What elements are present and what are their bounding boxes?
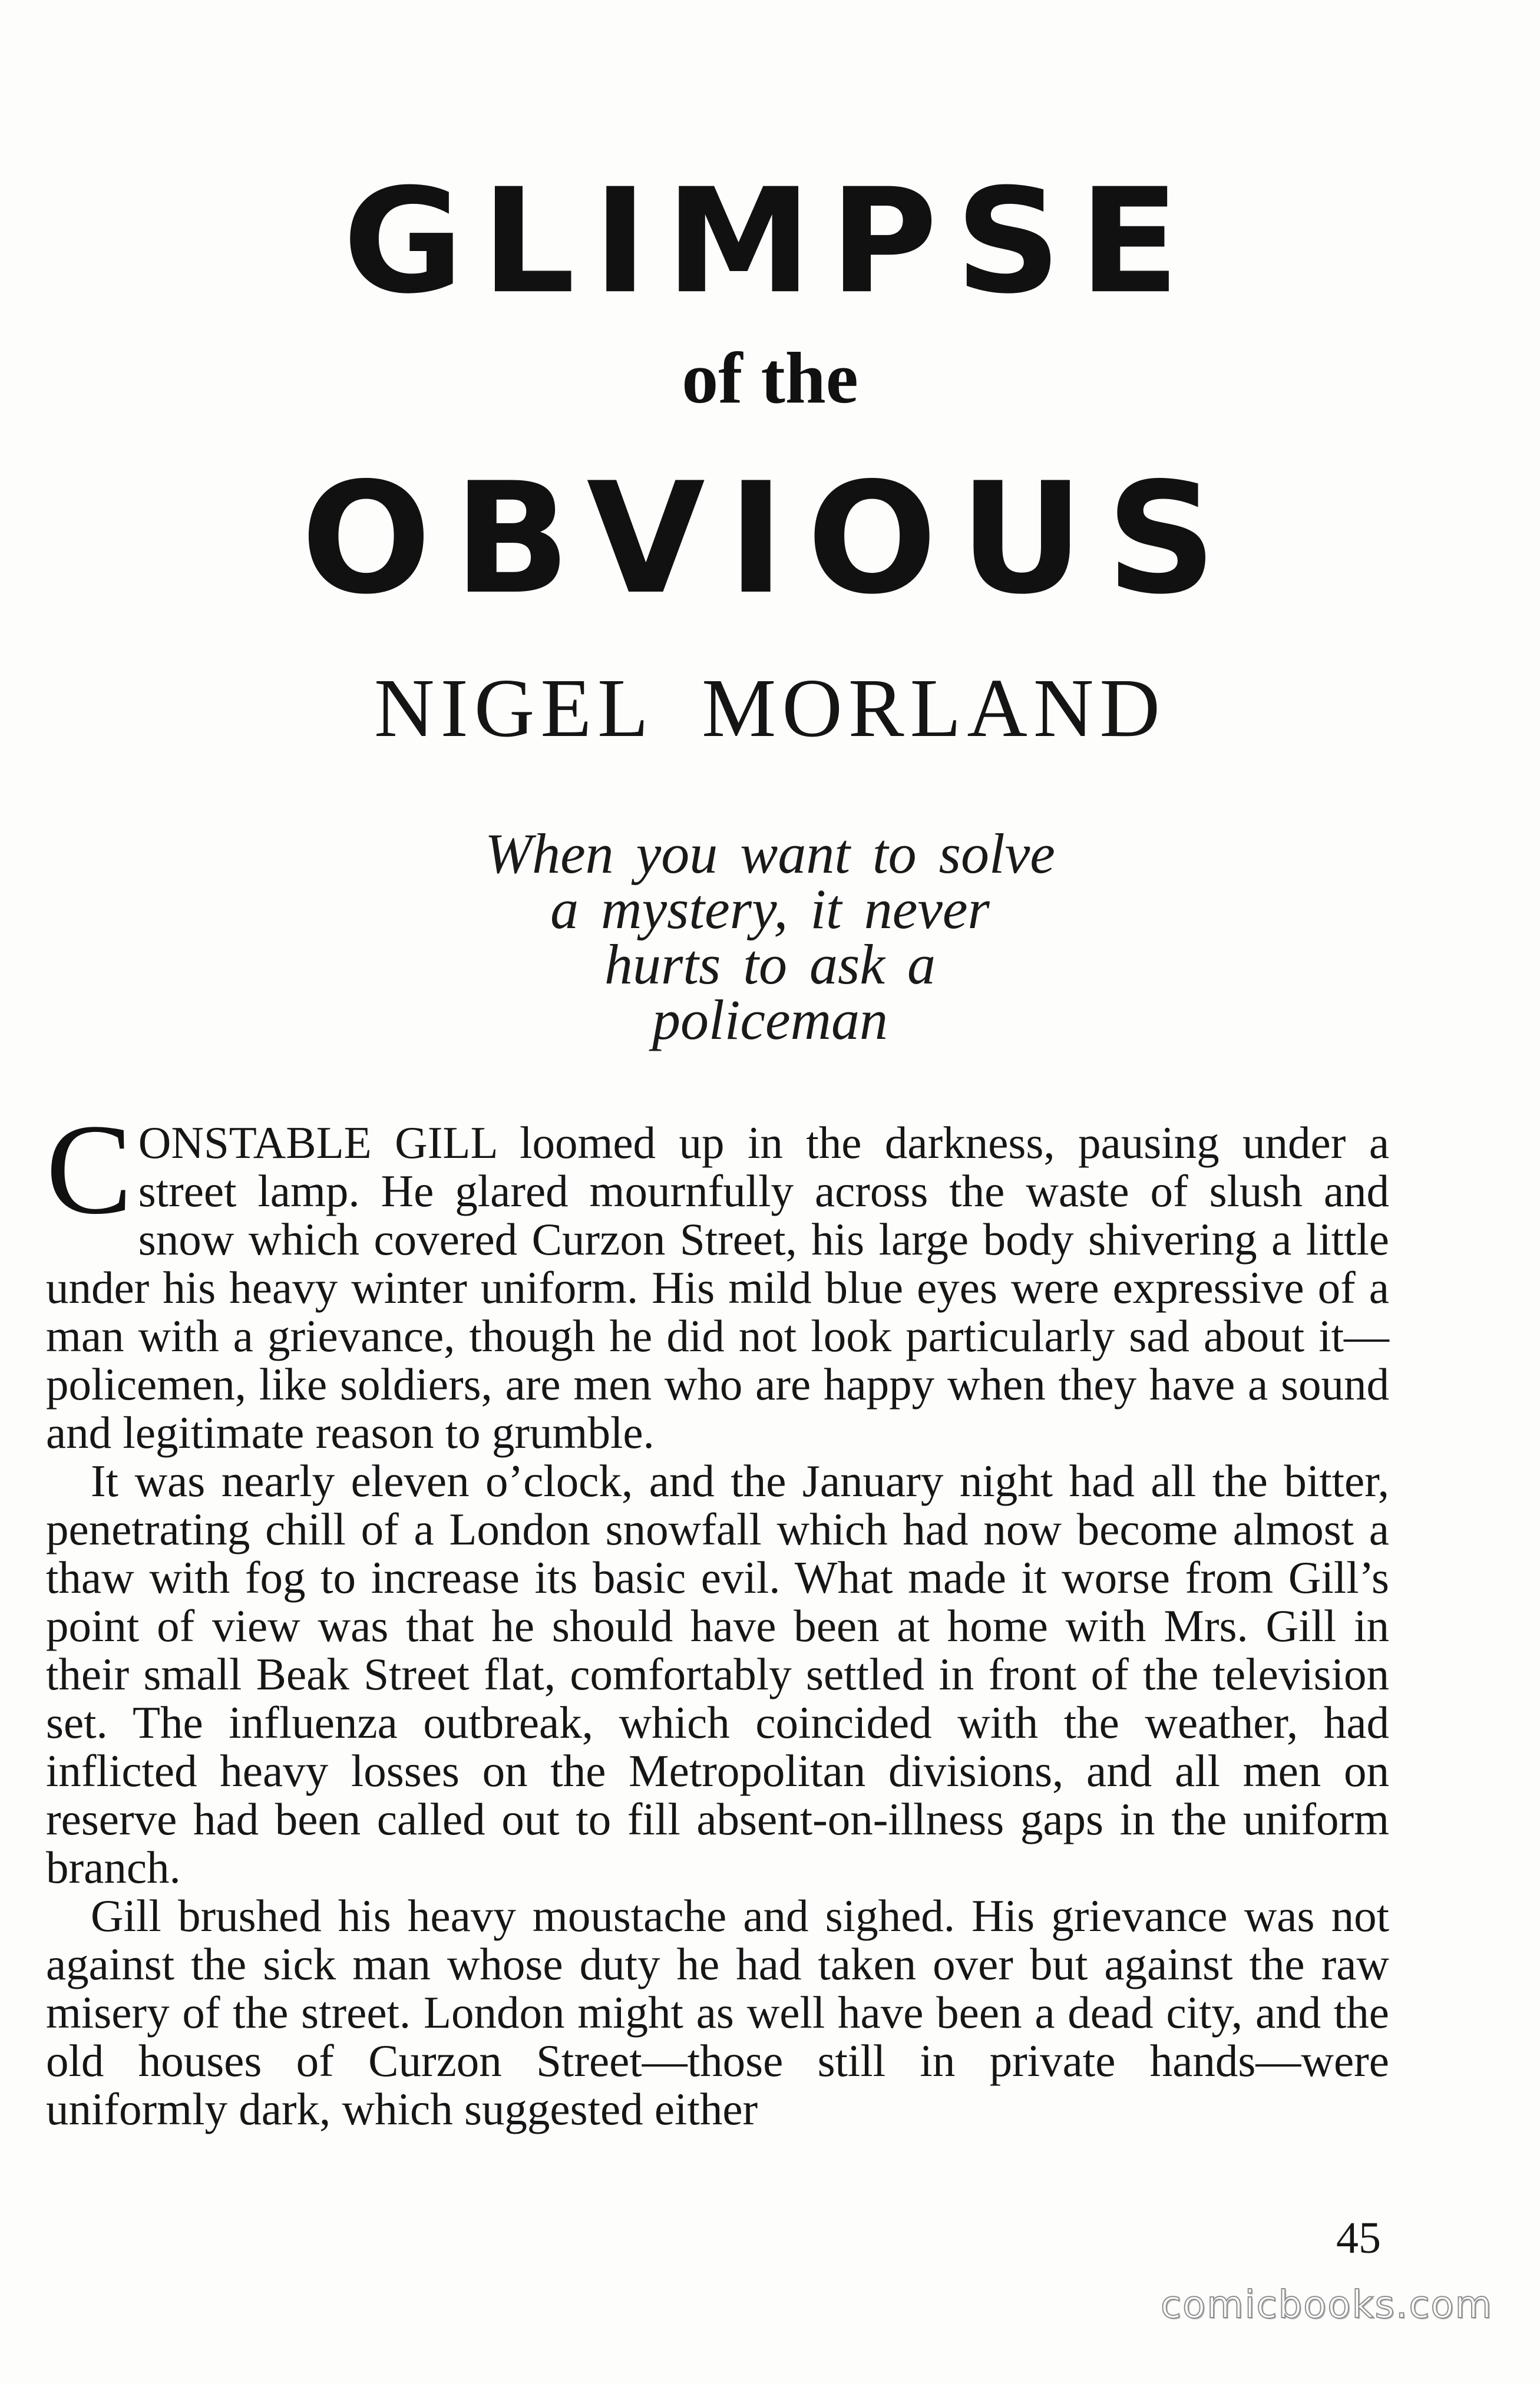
paragraph-1: [46, 1097, 1389, 1458]
page-number: 45: [1336, 2213, 1381, 2263]
watermark-logo: comicbooks.com: [1160, 2283, 1493, 2327]
title-of-the: of the: [682, 338, 858, 418]
story-body: [46, 1097, 1389, 2134]
blurb-line: policeman: [652, 988, 888, 1051]
title-obvious: OBVIOUS: [300, 450, 1240, 628]
story-blurb: [0, 822, 1540, 1051]
author-name: NIGEL MORLAND: [374, 661, 1166, 754]
blurb-line: a mystery, it never: [550, 877, 990, 940]
paragraph-1-text: ONSTABLE GILL loomed up in the darkness, pausing under a street lamp. He glared mournfully across the waste of slush and snow which covered Curzon Street, his large body shivering a little under his heavy winter uniform. His mild blue eyes were expressive of a man with a grievance, though he did not look particularly sad about it—policemen, like soldiers, are men who are happy when they have a sound and legitimate reason to grumble.: [46, 1117, 1389, 1458]
blurb-line: hurts to ask a: [604, 933, 936, 996]
title-glimpse: GLIMPSE: [342, 157, 1198, 326]
drop-cap: C: [46, 1097, 133, 1241]
blurb-line: When you want to solve: [485, 822, 1055, 885]
paragraph-3: Gill brushed his heavy moustache and sighed. His grievance was not against the sick man whose duty he had taken over but against the raw misery of the street. London might as well have been a dead city, and the old houses of Curzon Street—those still in private hands—were uniformly dark, which suggested either: [46, 1890, 1389, 2134]
paragraph-2: It was nearly eleven o’clock, and the January night had all the bitter, penetrating chill of a London snowfall which had now become almost a thaw with fog to increase its basic evil. What made it worse from Gill’s point of view was that he should have been at home with Mrs. Gill in their small Beak Street flat, comfortably settled in front of the television set. The influenza outbreak, which coincided with the weather, had inflicted heavy losses on the Metropolitan divisions, and all men on reserve had been called out to fill absent-on-illness gaps in the uniform branch.: [46, 1455, 1389, 1893]
